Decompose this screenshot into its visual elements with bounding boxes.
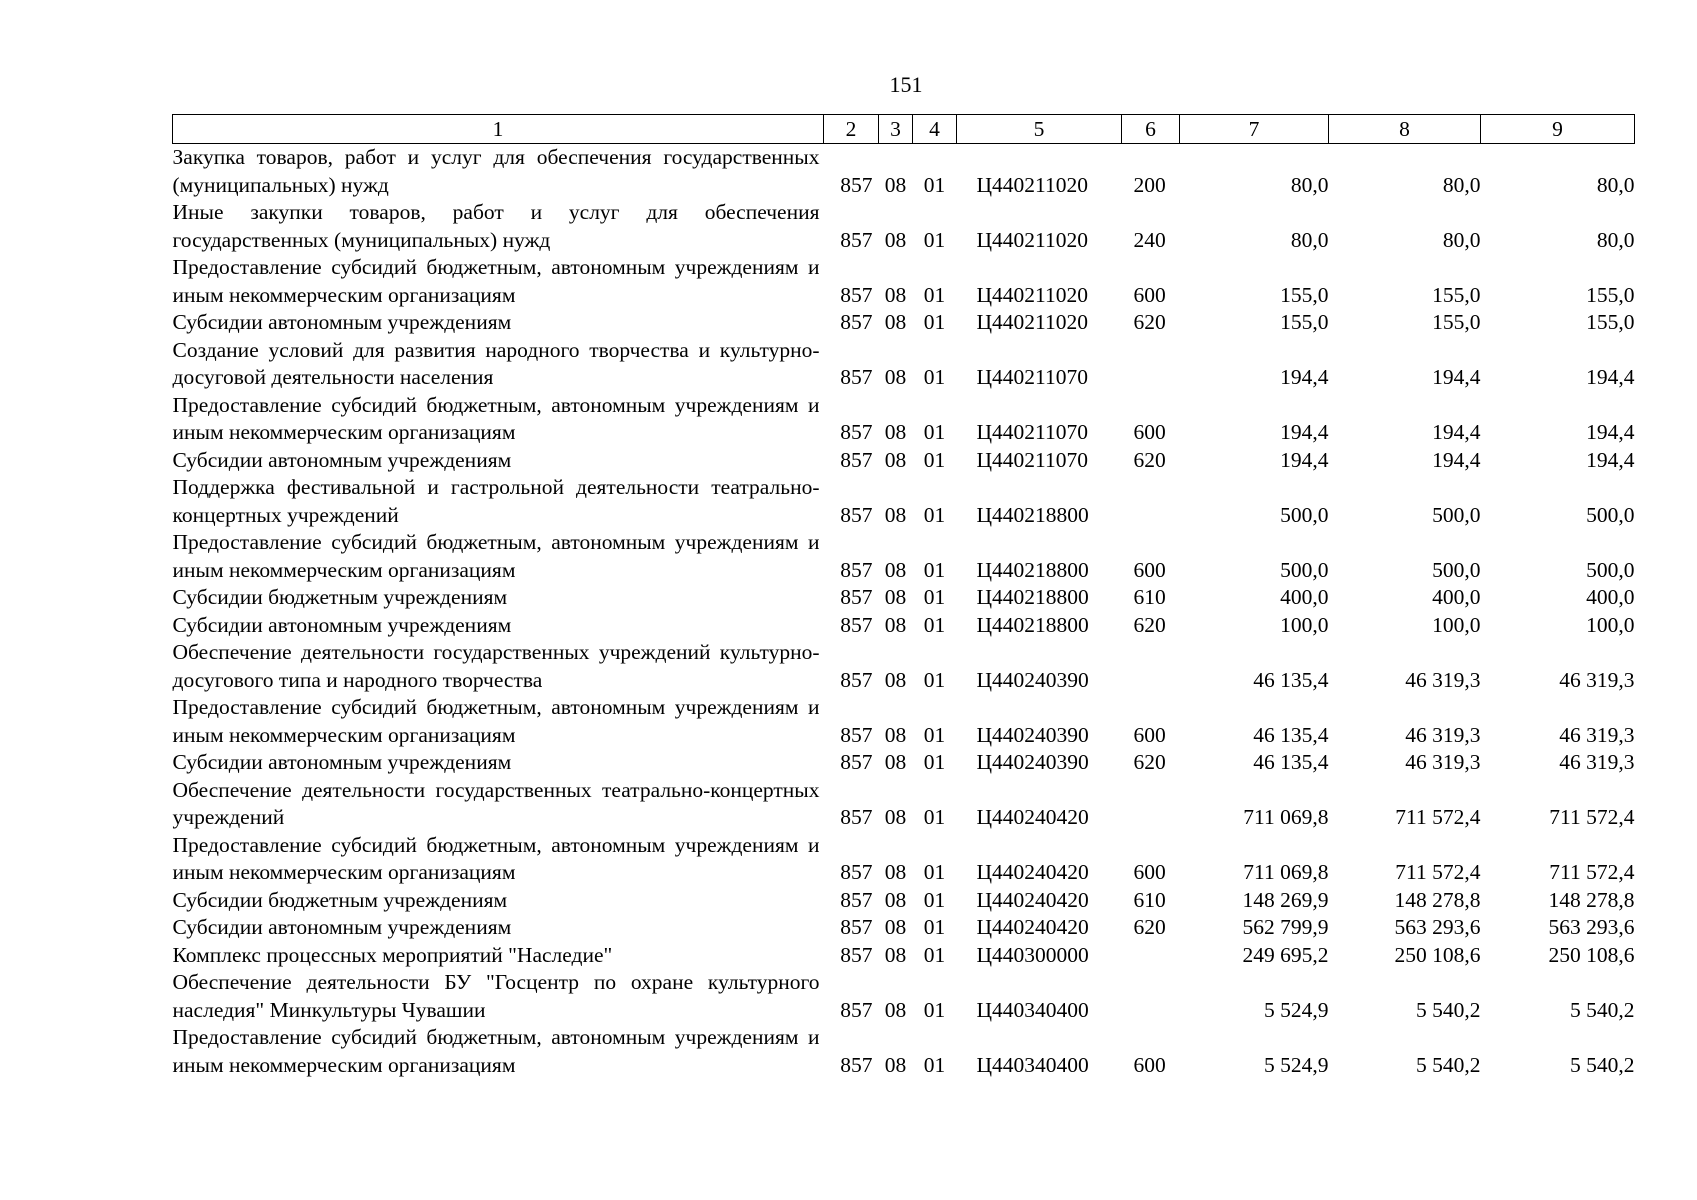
amount-col-9: 155,0 (1586, 310, 1635, 334)
amount-col-8: 194,4 (1432, 447, 1481, 472)
table-row (173, 199, 1635, 254)
section-code: 08 (884, 420, 907, 444)
amount-col-9: 400,0 (1586, 585, 1635, 609)
section-code: 08 (884, 860, 907, 884)
table-row (173, 914, 1635, 942)
expense-type-code: 620 (1133, 447, 1166, 472)
target-article-code: Ц440340400 (976, 997, 1089, 1022)
row-name: Закупка товаров, работ и услуг для обеспечения государственных (муниципальных) нужд (172, 145, 820, 197)
amount-col-7: 46 135,4 (1253, 750, 1329, 774)
ministry-code: 857 (840, 805, 873, 829)
ministry-code: 857 (840, 420, 873, 444)
amount-col-8: 80,0 (1442, 227, 1481, 252)
target-article-code: Ц440240390 (976, 667, 1089, 692)
amount-col-7: 80,0 (1290, 172, 1329, 197)
row-name: Поддержка фестивальной и гастрольной деятельности театрально-концертных учреждений (172, 475, 820, 527)
amount-col-8: 5 540,2 (1416, 1052, 1481, 1077)
amount-col-8: 250 108,6 (1394, 942, 1481, 967)
table-row (173, 942, 1635, 970)
amount-col-9: 500,0 (1586, 557, 1635, 582)
subsection-code: 01 (923, 502, 946, 527)
amount-col-7: 562 799,9 (1242, 915, 1329, 939)
row-name: Создание условий для развития народного творчества и культурно-досуговой деятельности населения (172, 337, 820, 389)
section-code: 08 (884, 942, 907, 967)
subsection-code: 01 (923, 667, 946, 692)
subsection-code: 01 (923, 942, 946, 967)
expense-type-code: 600 (1133, 282, 1166, 307)
subsection-code: 01 (923, 612, 946, 637)
amount-col-9: 148 278,8 (1548, 887, 1635, 912)
table-row (173, 639, 1635, 694)
expense-type-code: 600 (1133, 1052, 1166, 1077)
header-row (173, 115, 1635, 144)
table-row (173, 584, 1635, 612)
amount-col-9: 711 572,4 (1549, 860, 1635, 884)
expense-type-code (1122, 777, 1180, 832)
header-cell-8: 8 (1329, 115, 1481, 144)
amount-col-9: 250 108,6 (1548, 942, 1635, 967)
row-name: Иные закупки товаров, работ и услуг для обеспечения государственных (муниципальных) нужд (172, 200, 820, 252)
expense-type-code: 620 (1133, 310, 1166, 334)
amount-col-8: 100,0 (1432, 612, 1481, 637)
table-row (173, 694, 1635, 749)
amount-col-7: 711 069,8 (1243, 860, 1329, 884)
amount-col-7: 194,4 (1280, 447, 1329, 472)
target-article-code: Ц440240420 (976, 915, 1089, 939)
amount-col-7: 194,4 (1280, 420, 1329, 444)
row-name: Предоставление субсидий бюджетным, автономным учреждениям и иным некоммерческим организациям (172, 695, 820, 747)
table-row (173, 309, 1635, 337)
ministry-code: 857 (840, 612, 873, 637)
table-row (173, 887, 1635, 915)
expense-type-code (1122, 337, 1180, 392)
amount-col-7: 46 135,4 (1253, 667, 1329, 692)
row-name: Комплекс процессных мероприятий "Наследие" (172, 942, 613, 967)
amount-col-7: 249 695,2 (1242, 942, 1329, 967)
target-article-code: Ц440211070 (976, 365, 1088, 389)
target-article-code: Ц440211020 (976, 227, 1088, 252)
amount-col-9: 563 293,6 (1548, 915, 1635, 939)
row-name: Субсидии бюджетным учреждениям (172, 887, 508, 912)
subsection-code: 01 (923, 585, 946, 609)
ministry-code: 857 (840, 1052, 873, 1077)
subsection-code: 01 (923, 915, 946, 939)
amount-col-8: 711 572,4 (1395, 860, 1481, 884)
expense-type-code: 620 (1133, 750, 1166, 774)
row-name: Обеспечение деятельности государственных театрально-концертных учреждений (172, 777, 820, 829)
table-header (173, 115, 1635, 144)
amount-col-7: 100,0 (1280, 612, 1329, 637)
subsection-code: 01 (923, 997, 946, 1022)
expense-type-code: 600 (1133, 722, 1166, 747)
target-article-code: Ц440340400 (976, 1052, 1089, 1077)
target-article-code: Ц440211020 (976, 172, 1088, 197)
expense-type-code (1122, 639, 1180, 694)
table-row (173, 529, 1635, 584)
section-code: 08 (884, 585, 907, 609)
expense-type-code (1122, 474, 1180, 529)
header-cell-3: 3 (879, 115, 913, 144)
ministry-code: 857 (840, 750, 873, 774)
amount-col-8: 80,0 (1442, 172, 1481, 197)
amount-col-9: 194,4 (1586, 447, 1635, 472)
target-article-code: Ц440240390 (976, 722, 1089, 747)
amount-col-7: 155,0 (1280, 310, 1329, 334)
target-article-code: Ц440211020 (976, 282, 1088, 307)
amount-col-8: 194,4 (1432, 365, 1481, 389)
amount-col-8: 5 540,2 (1416, 997, 1481, 1022)
ministry-code: 857 (840, 557, 873, 582)
amount-col-9: 5 540,2 (1570, 1052, 1635, 1077)
amount-col-7: 500,0 (1280, 502, 1329, 527)
subsection-code: 01 (923, 557, 946, 582)
target-article-code: Ц440218800 (976, 612, 1089, 637)
row-name: Предоставление субсидий бюджетным, автономным учреждениям и иным некоммерческим организациям (172, 392, 820, 444)
amount-col-7: 400,0 (1280, 585, 1329, 609)
subsection-code: 01 (923, 805, 946, 829)
section-code: 08 (884, 667, 907, 692)
expense-type-code: 240 (1133, 227, 1166, 252)
table-row (173, 749, 1635, 777)
section-code: 08 (884, 612, 907, 637)
subsection-code: 01 (923, 750, 946, 774)
amount-col-8: 711 572,4 (1395, 805, 1481, 829)
table-row (173, 144, 1635, 200)
target-article-code: Ц440211070 (976, 420, 1088, 444)
section-code: 08 (884, 722, 907, 747)
section-code: 08 (884, 915, 907, 939)
section-code: 08 (884, 750, 907, 774)
ministry-code: 857 (840, 227, 873, 252)
row-name: Предоставление субсидий бюджетным, автономным учреждениям и иным некоммерческим организациям (172, 1025, 820, 1077)
ministry-code: 857 (840, 172, 873, 197)
ministry-code: 857 (840, 722, 873, 747)
target-article-code: Ц440211020 (976, 310, 1088, 334)
ministry-code: 857 (840, 282, 873, 307)
expense-type-code: 200 (1133, 172, 1166, 197)
section-code: 08 (884, 1052, 907, 1077)
expense-type-code (1122, 942, 1180, 970)
budget-table (172, 114, 1635, 1079)
target-article-code: Ц440240420 (976, 860, 1089, 884)
amount-col-8: 46 319,3 (1405, 667, 1481, 692)
row-name: Обеспечение деятельности государственных учреждений культурно-досугового типа и народного творчества (172, 640, 820, 692)
row-name: Предоставление субсидий бюджетным, автономным учреждениям и иным некоммерческим организациям (172, 530, 820, 582)
amount-col-9: 100,0 (1586, 612, 1635, 637)
header-cell-1: 1 (173, 115, 824, 144)
ministry-code: 857 (840, 585, 873, 609)
section-code: 08 (884, 365, 907, 389)
ministry-code: 857 (840, 887, 873, 912)
amount-col-9: 46 319,3 (1559, 722, 1635, 747)
table-row (173, 474, 1635, 529)
amount-col-7: 46 135,4 (1253, 722, 1329, 747)
ministry-code: 857 (840, 942, 873, 967)
ministry-code: 857 (840, 447, 873, 472)
ministry-code: 857 (840, 667, 873, 692)
section-code: 08 (884, 227, 907, 252)
ministry-code: 857 (840, 915, 873, 939)
table-row (173, 1024, 1635, 1079)
table-row (173, 969, 1635, 1024)
subsection-code: 01 (923, 447, 946, 472)
expense-type-code: 620 (1133, 612, 1166, 637)
amount-col-8: 500,0 (1432, 502, 1481, 527)
header-cell-7: 7 (1180, 115, 1329, 144)
target-article-code: Ц440218800 (976, 502, 1089, 527)
ministry-code: 857 (840, 310, 873, 334)
section-code: 08 (884, 887, 907, 912)
table-row (173, 447, 1635, 475)
row-name: Обеспечение деятельности БУ "Госцентр по охране культурного наследия" Минкультуры Чувашии (172, 970, 820, 1022)
amount-col-8: 148 278,8 (1394, 887, 1481, 912)
header-cell-5: 5 (957, 115, 1122, 144)
section-code: 08 (884, 502, 907, 527)
target-article-code: Ц440240390 (976, 750, 1089, 774)
header-cell-2: 2 (824, 115, 879, 144)
ministry-code: 857 (840, 502, 873, 527)
amount-col-7: 5 524,9 (1264, 1052, 1329, 1077)
target-article-code: Ц440240420 (976, 805, 1089, 829)
amount-col-9: 711 572,4 (1549, 805, 1635, 829)
page-number: 151 (889, 72, 923, 97)
target-article-code: Ц440218800 (976, 585, 1089, 609)
ministry-code: 857 (840, 860, 873, 884)
header-cell-6: 6 (1122, 115, 1180, 144)
row-name: Субсидии бюджетным учреждениям (172, 585, 508, 609)
amount-col-7: 155,0 (1280, 282, 1329, 307)
row-name: Субсидии автономным учреждениям (172, 612, 512, 637)
row-name: Субсидии автономным учреждениям (172, 447, 512, 472)
target-article-code: Ц440240420 (976, 887, 1089, 912)
target-article-code: Ц440211070 (976, 447, 1088, 472)
amount-col-7: 711 069,8 (1243, 805, 1329, 829)
amount-col-7: 80,0 (1290, 227, 1329, 252)
subsection-code: 01 (923, 172, 946, 197)
ministry-code: 857 (840, 365, 873, 389)
table-body (173, 144, 1635, 1080)
amount-col-8: 400,0 (1432, 585, 1481, 609)
section-code: 08 (884, 282, 907, 307)
amount-col-7: 5 524,9 (1264, 997, 1329, 1022)
amount-col-9: 5 540,2 (1570, 997, 1635, 1022)
subsection-code: 01 (923, 227, 946, 252)
target-article-code: Ц440300000 (976, 942, 1089, 967)
subsection-code: 01 (923, 310, 946, 334)
expense-type-code: 610 (1133, 887, 1166, 912)
expense-type-code: 600 (1133, 860, 1166, 884)
subsection-code: 01 (923, 365, 946, 389)
section-code: 08 (884, 447, 907, 472)
amount-col-8: 194,4 (1432, 420, 1481, 444)
subsection-code: 01 (923, 887, 946, 912)
expense-type-code: 600 (1133, 420, 1166, 444)
amount-col-9: 194,4 (1586, 420, 1635, 444)
subsection-code: 01 (923, 420, 946, 444)
target-article-code: Ц440218800 (976, 557, 1089, 582)
ministry-code: 857 (840, 997, 873, 1022)
table-row (173, 832, 1635, 887)
expense-type-code: 620 (1133, 915, 1166, 939)
section-code: 08 (884, 557, 907, 582)
amount-col-9: 500,0 (1586, 502, 1635, 527)
amount-col-9: 46 319,3 (1559, 750, 1635, 774)
section-code: 08 (884, 310, 907, 334)
row-name: Субсидии автономным учреждениям (172, 750, 512, 774)
amount-col-9: 46 319,3 (1559, 667, 1635, 692)
amount-col-7: 148 269,9 (1242, 887, 1329, 912)
amount-col-7: 194,4 (1280, 365, 1329, 389)
amount-col-8: 46 319,3 (1405, 750, 1481, 774)
table-row (173, 337, 1635, 392)
header-cell-9: 9 (1481, 115, 1635, 144)
amount-col-7: 500,0 (1280, 557, 1329, 582)
section-code: 08 (884, 997, 907, 1022)
amount-col-8: 500,0 (1432, 557, 1481, 582)
table-row (173, 777, 1635, 832)
row-name: Субсидии автономным учреждениям (172, 310, 512, 334)
row-name: Субсидии автономным учреждениям (172, 915, 512, 939)
row-name: Предоставление субсидий бюджетным, автономным учреждениям и иным некоммерческим организациям (172, 832, 820, 884)
section-code: 08 (884, 805, 907, 829)
header-cell-4: 4 (913, 115, 957, 144)
section-code: 08 (884, 172, 907, 197)
amount-col-8: 155,0 (1432, 310, 1481, 334)
subsection-code: 01 (923, 722, 946, 747)
amount-col-9: 155,0 (1586, 282, 1635, 307)
subsection-code: 01 (923, 282, 946, 307)
amount-col-8: 155,0 (1432, 282, 1481, 307)
row-name: Предоставление субсидий бюджетным, автономным учреждениям и иным некоммерческим организациям (172, 255, 820, 307)
table-row (173, 612, 1635, 640)
amount-col-8: 563 293,6 (1394, 915, 1481, 939)
amount-col-9: 194,4 (1586, 365, 1635, 389)
expense-type-code (1122, 969, 1180, 1024)
table-row (173, 392, 1635, 447)
amount-col-8: 46 319,3 (1405, 722, 1481, 747)
amount-col-9: 80,0 (1596, 227, 1635, 252)
subsection-code: 01 (923, 1052, 946, 1077)
subsection-code: 01 (923, 860, 946, 884)
table-row (173, 254, 1635, 309)
amount-col-9: 80,0 (1596, 172, 1635, 197)
expense-type-code: 600 (1133, 557, 1166, 582)
expense-type-code: 610 (1133, 585, 1166, 609)
